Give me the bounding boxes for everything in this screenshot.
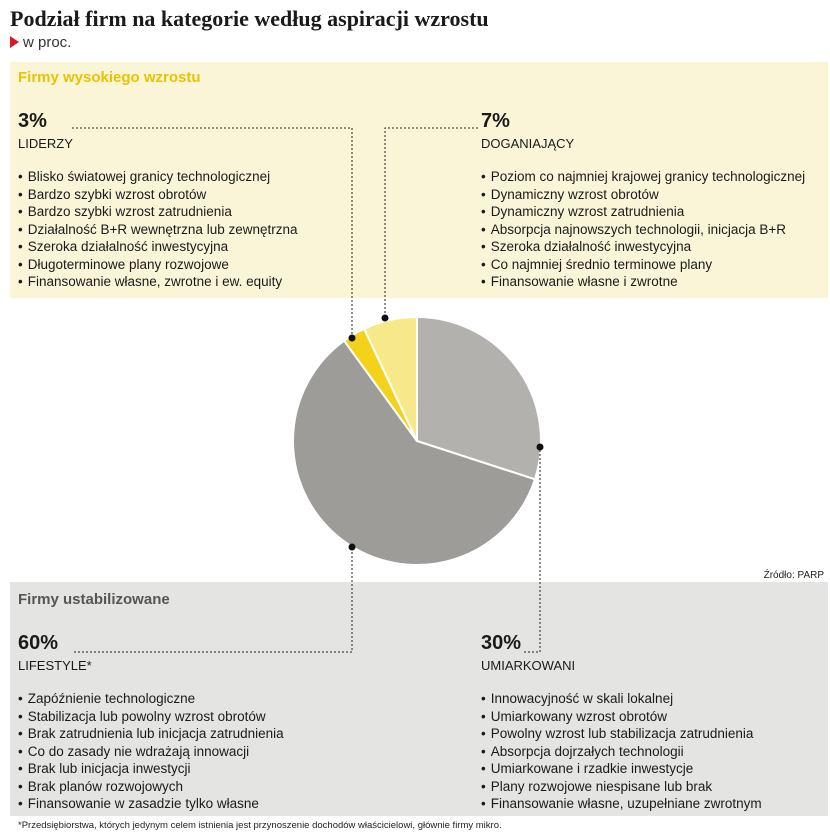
doganiajacy-percent: 7% bbox=[481, 110, 510, 132]
list-item: • Brak planów rozwojowych bbox=[18, 778, 284, 796]
list-item: • Szeroka działalność inwestycyjna bbox=[481, 238, 805, 256]
list-item: • Brak zatrudnienia lub inicjacja zatrudnienia bbox=[18, 725, 284, 743]
lifestyle-percent: 60% bbox=[18, 632, 59, 654]
list-item: • Umiarkowany wzrost obrotów bbox=[481, 708, 762, 726]
list-item: • Brak lub inicjacja inwestycji bbox=[18, 760, 284, 778]
list-item: • Finansowanie własne, zwrotne i ew. equity bbox=[18, 273, 298, 291]
list-item: • Finansowanie w zasadzie tylko własne bbox=[18, 795, 284, 813]
list-item: • Bardzo szybki wzrost obrotów bbox=[18, 186, 298, 204]
list-item: • Stabilizacja lub powolny wzrost obrotów bbox=[18, 708, 284, 726]
list-item: • Absorpcja najnowszych technologii, inicjacja B+R bbox=[481, 221, 805, 239]
unit-label: w proc. bbox=[23, 34, 72, 51]
lifestyle-leader-dot bbox=[349, 544, 356, 551]
doganiajacy-name: DOGANIAJĄCY bbox=[481, 136, 575, 151]
liderzy-name: LIDERZY bbox=[18, 136, 73, 151]
list-item: • Dynamiczny wzrost obrotów bbox=[481, 186, 805, 204]
list-item: • Finansowanie własne, uzupełniane zwrotnym bbox=[481, 795, 762, 813]
list-item: • Co najmniej średnio terminowe plany bbox=[481, 256, 805, 274]
list-item: • Długoterminowe plany rozwojowe bbox=[18, 256, 298, 274]
doganiajacy-leader-dot bbox=[382, 315, 389, 322]
list-item: • Blisko światowej granicy technologicznej bbox=[18, 168, 298, 186]
list-item: • Dynamiczny wzrost zatrudnienia bbox=[481, 203, 805, 221]
list-item: • Szeroka działalność inwestycyjna bbox=[18, 238, 298, 256]
list-item: • Poziom co najmniej krajowej granicy technologicznej bbox=[481, 168, 805, 186]
umiarkowani-percent: 30% bbox=[481, 632, 522, 654]
list-item: • Powolny wzrost lub stabilizacja zatrudnienia bbox=[481, 725, 762, 743]
list-item: • Bardzo szybki wzrost zatrudnienia bbox=[18, 203, 298, 221]
umiarkowani-leader-dot bbox=[537, 444, 544, 451]
chart-title: Podział firm na kategorie według aspiracji wzrostu bbox=[10, 6, 489, 31]
stable-label: Firmy ustabilizowane bbox=[18, 591, 170, 608]
list-item: • Absorpcja dojrzałych technologii bbox=[481, 743, 762, 761]
footnote: *Przedsiębiorstwa, których jedynym celem istnienia jest przynoszenie dochodów właścicielowi, głównie firmy mikro. bbox=[18, 820, 502, 831]
list-item: • Plany rozwojowe niespisane lub brak bbox=[481, 778, 762, 796]
list-item: • Umiarkowane i rzadkie inwestycje bbox=[481, 760, 762, 778]
lifestyle-name: LIFESTYLE* bbox=[18, 658, 92, 673]
list-item: • Działalność B+R wewnętrzna lub zewnętrzna bbox=[18, 221, 298, 239]
liderzy-leader-dot bbox=[349, 335, 356, 342]
doganiajacy-leader-line bbox=[385, 128, 478, 318]
list-item: • Co do zasady nie wdrażają innowacji bbox=[18, 743, 284, 761]
liderzy-percent: 3% bbox=[18, 110, 47, 132]
list-item: • Zapóźnienie technologiczne bbox=[18, 690, 284, 708]
list-item: • Innowacyjność w skali lokalnej bbox=[481, 690, 762, 708]
umiarkowani-name: UMIARKOWANI bbox=[481, 658, 576, 673]
source-label: Źródło: PARP bbox=[763, 570, 824, 581]
list-item: • Finansowanie własne i zwrotne bbox=[481, 273, 805, 291]
high-growth-label: Firmy wysokiego wzrostu bbox=[18, 69, 201, 86]
lifestyle-leader-line bbox=[74, 547, 352, 652]
liderzy-leader-line bbox=[72, 128, 352, 338]
